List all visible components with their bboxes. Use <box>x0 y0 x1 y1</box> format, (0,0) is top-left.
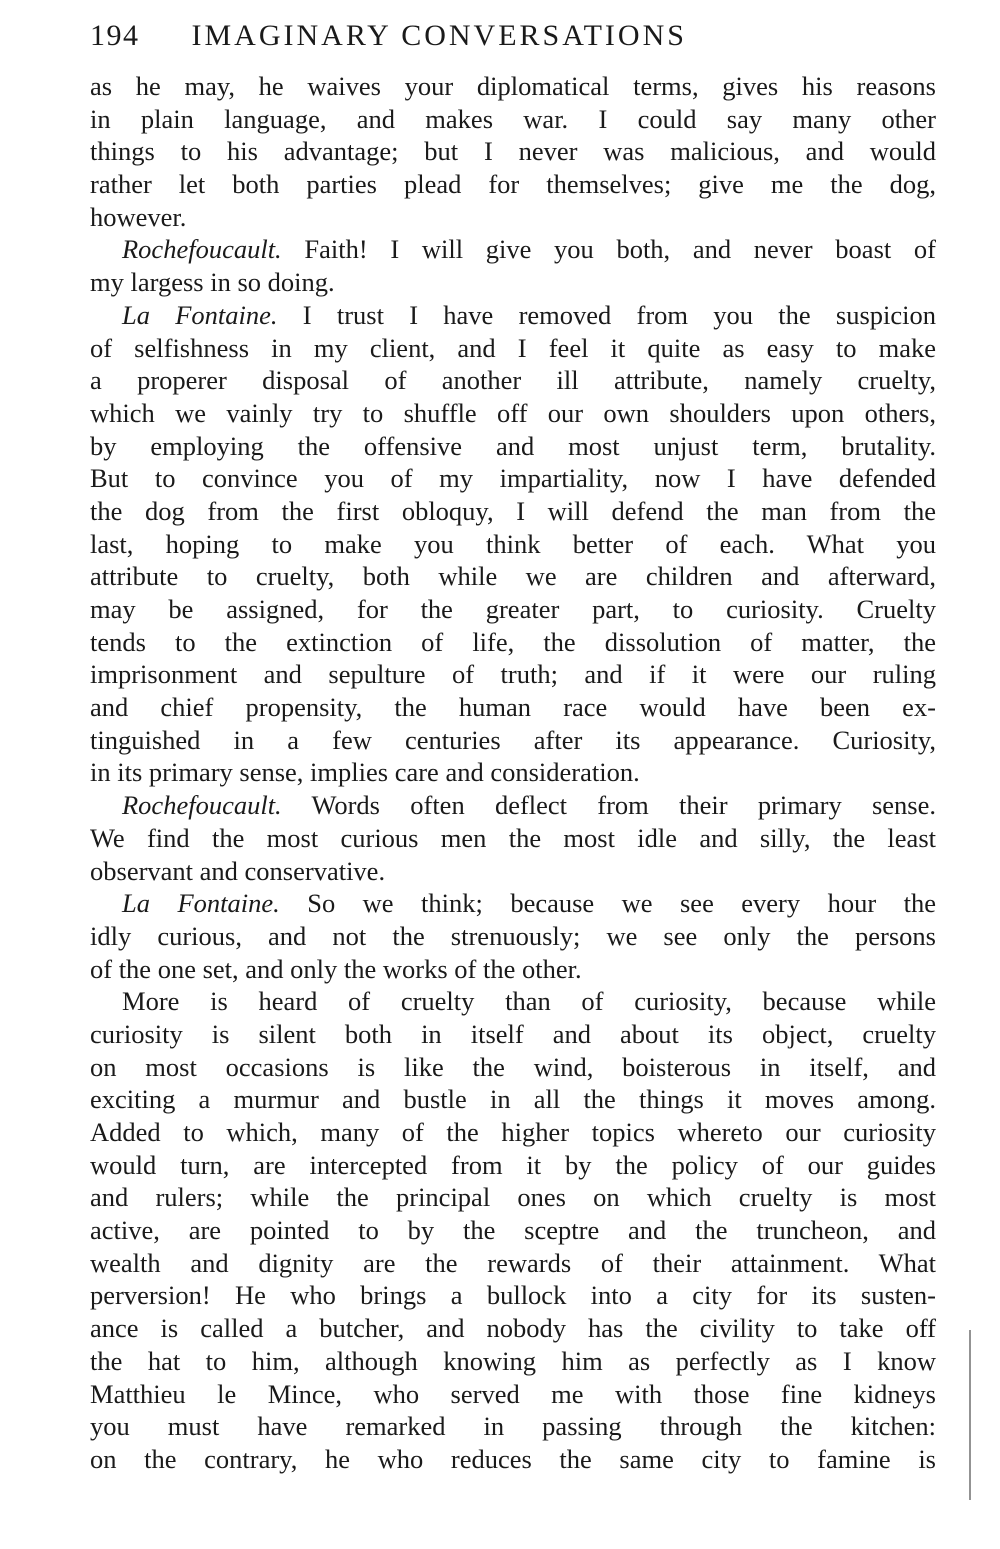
text-line: of the one set, and only the works of the other. <box>90 953 582 984</box>
margin-scan-mark <box>969 1330 971 1500</box>
text-line: Added to which, many of the higher topics whereto our curiosity <box>90 1117 936 1147</box>
text-line: by employing the offensive and most unjust term, brutality. <box>90 430 936 461</box>
speech-text: I trust I have removed from you the suspicion <box>302 299 936 330</box>
text-line: But to convince you of my impartiality, now I have defended <box>90 463 936 494</box>
text-line: which we vainly try to shuffle off our own shoulders upon others, <box>90 397 936 428</box>
text-line: observant and conservative. <box>90 855 386 886</box>
page-number: 194 <box>90 19 140 52</box>
text-line: you must have remarked in passing through the kitchen: <box>90 1411 936 1442</box>
speech-line <box>90 299 936 332</box>
text-line: perversion! He who brings a bullock into a city for its susten- <box>90 1280 936 1311</box>
text-line: of selfishness in my client, and I feel it quite as easy to make <box>90 332 936 363</box>
speaker-name: La Fontaine. <box>122 888 280 919</box>
running-head <box>90 14 936 58</box>
text-line: a properer disposal of another ill attribute, namely cruelty, <box>90 365 936 396</box>
text-line: attribute to cruelty, both while we are children and afterward, <box>90 561 936 592</box>
text-line: active, are pointed to by the sceptre and the truncheon, and <box>90 1215 936 1246</box>
text-line: however. <box>90 201 187 232</box>
running-title: IMAGINARY CONVERSATIONS <box>191 19 687 52</box>
text-line: exciting a murmur and bustle in all the things it moves among. <box>90 1084 936 1115</box>
body-text <box>90 70 936 1476</box>
text-line: imprisonment and sepulture of truth; and if it were our ruling <box>90 659 936 690</box>
text-line: the dog from the first obloquy, I will defend the man from the <box>90 495 936 526</box>
speech-line <box>90 789 936 822</box>
speech-text: Faith! I will give you both, and never boast of <box>304 234 936 265</box>
text-line: and chief propensity, the human race would have been ex- <box>90 692 936 723</box>
text-line: may be assigned, for the greater part, to curiosity. Cruelty <box>90 594 936 624</box>
text-line: We find the most curious men the most idle and silly, the least <box>90 822 936 853</box>
text-line: in its primary sense, implies care and consideration. <box>90 757 640 788</box>
text-line: my largess in so doing. <box>90 267 335 298</box>
speech-line <box>90 233 936 266</box>
text-line: Matthieu le Mince, who served me with those fine kidneys <box>90 1378 936 1409</box>
speech-text: So we think; because we see every hour the <box>307 888 936 919</box>
text-line: tinguished in a few centuries after its appearance. Curiosity, <box>90 724 936 755</box>
text-line: ance is called a butcher, and nobody has the civility to take off <box>90 1313 936 1344</box>
text-line: curiosity is silent both in itself and about its object, cruelty <box>90 1018 936 1049</box>
text-line: on most occasions is like the wind, boisterous in itself, and <box>90 1051 936 1082</box>
text-line: rather let both parties plead for themselves; give me the dog, <box>90 169 936 200</box>
text-line: More is heard of cruelty than of curiosity, because while <box>122 986 936 1017</box>
text-line: the hat to him, although knowing him as perfectly as I know <box>90 1345 936 1376</box>
text-line: wealth and dignity are the rewards of their attainment. What <box>90 1247 936 1278</box>
speaker-name: Rochefoucault. <box>122 790 282 821</box>
text-line: things to his advantage; but I never was malicious, and would <box>90 136 936 167</box>
text-line: in plain language, and makes war. I could say many other <box>90 103 936 134</box>
text-line: last, hoping to make you think better of each. What you <box>90 528 936 559</box>
text-line: idly curious, and not the strenuously; we see only the persons <box>90 920 936 951</box>
text-line: on the contrary, he who reduces the same city to famine is <box>90 1443 936 1474</box>
speaker-name: Rochefoucault. <box>122 234 282 265</box>
speaker-name: La Fontaine. <box>122 299 278 330</box>
speech-line <box>90 887 936 920</box>
text-line: tends to the extinction of life, the dissolution of matter, the <box>90 626 936 657</box>
text-line: as he may, he waives your diplomatical terms, gives his reasons <box>90 71 936 101</box>
speech-text: Words often deflect from their primary sense. <box>311 790 936 821</box>
text-line: and rulers; while the principal ones on which cruelty is most <box>90 1182 936 1213</box>
text-line: would turn, are intercepted from it by the policy of our guides <box>90 1149 936 1180</box>
